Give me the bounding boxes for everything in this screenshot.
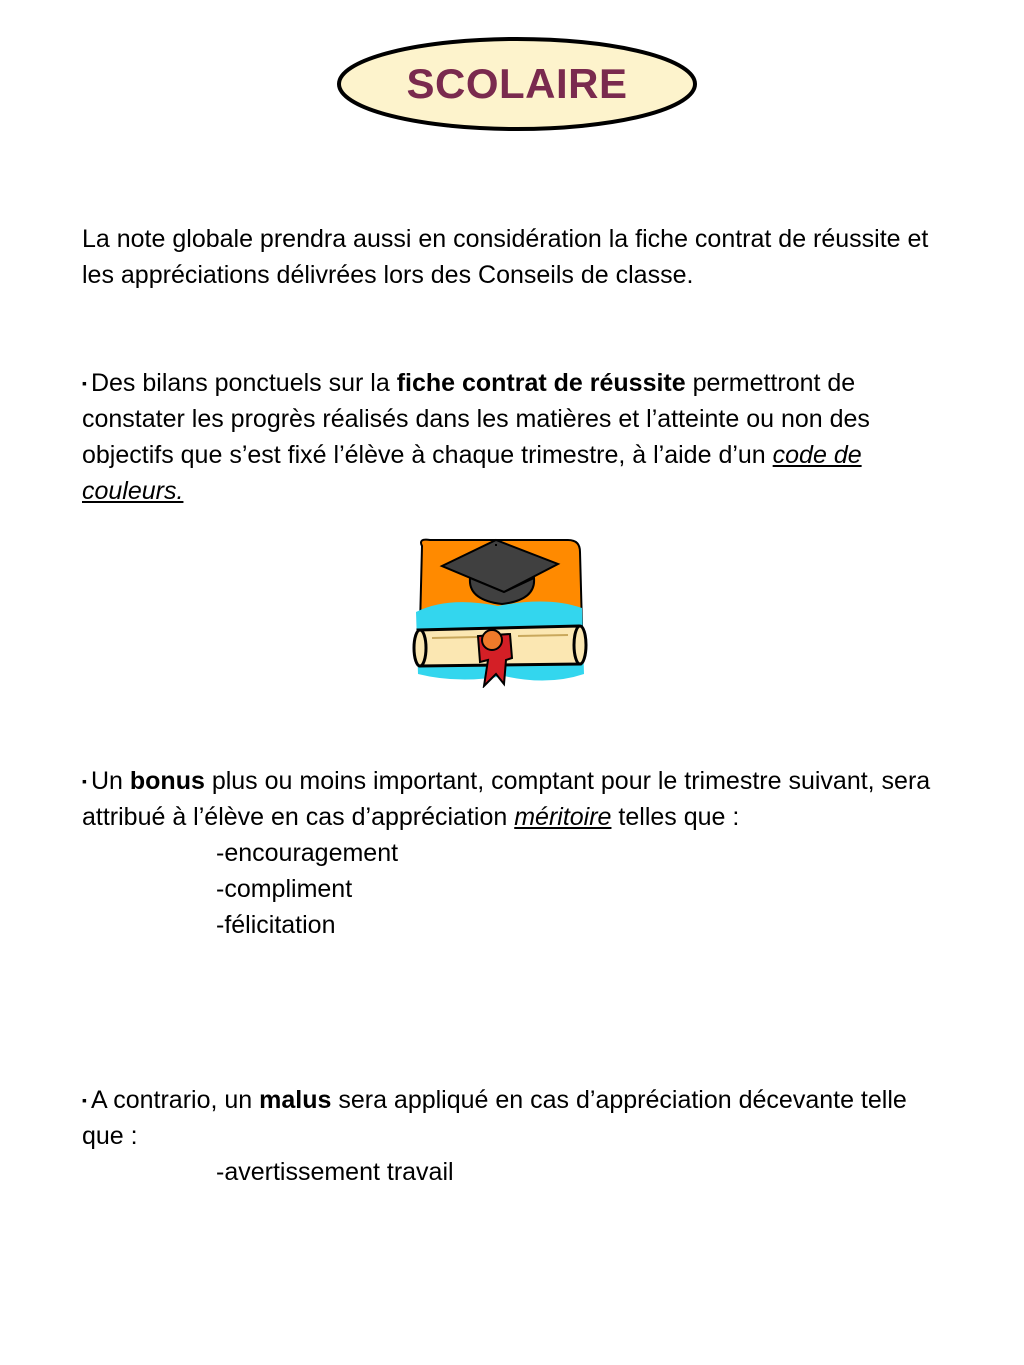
bonus-emphasis: méritoire — [514, 803, 612, 831]
malus-text-after: sera appliqué en cas d’appréciation décevante telle que : — [82, 1086, 907, 1150]
list-item: -encouragement — [216, 839, 399, 867]
page-title: SCOLAIRE — [406, 60, 628, 107]
bilans-text-before: Des bilans ponctuels sur la — [90, 369, 397, 397]
bullet-icon: ▪ — [82, 1092, 87, 1108]
bilans-text-after: permettront de constater les progrès réalisés dans les matières et l’atteinte ou non des objectifs que s’est fixé l’élève à chaque trimestre, à l’aide d’un — [82, 369, 870, 469]
bonus-bold: bonus — [129, 767, 205, 795]
bilans-bold: fiche contrat de réussite — [396, 369, 686, 397]
title-banner — [336, 36, 698, 132]
malus-bold: malus — [259, 1086, 332, 1114]
bonus-text-middle: plus ou moins important, comptant pour le trimestre suivant, sera attribué à l’élève en cas d’appréciation — [82, 767, 931, 831]
bilans-paragraph — [82, 365, 952, 509]
intro-paragraph: La note globale prendra aussi en considération la fiche contrat de réussite et les appréciations délivrées lors des Conseils de classe. — [82, 225, 929, 289]
graduation-cap-diploma-icon — [408, 534, 588, 688]
list-item: -compliment — [216, 875, 353, 903]
malus-text-before: A contrario, un — [90, 1086, 260, 1114]
bonus-text-before: Un — [90, 767, 130, 795]
bonus-text-after: telles que : — [611, 803, 740, 831]
bonus-paragraph — [82, 763, 952, 943]
malus-paragraph — [82, 1082, 952, 1190]
list-item: -félicitation — [216, 911, 336, 939]
list-item: -avertissement travail — [216, 1158, 454, 1186]
bilans-emphasis: code de couleurs. — [82, 441, 862, 505]
bullet-icon: ▪ — [82, 375, 87, 391]
bullet-icon: ▪ — [82, 773, 87, 789]
